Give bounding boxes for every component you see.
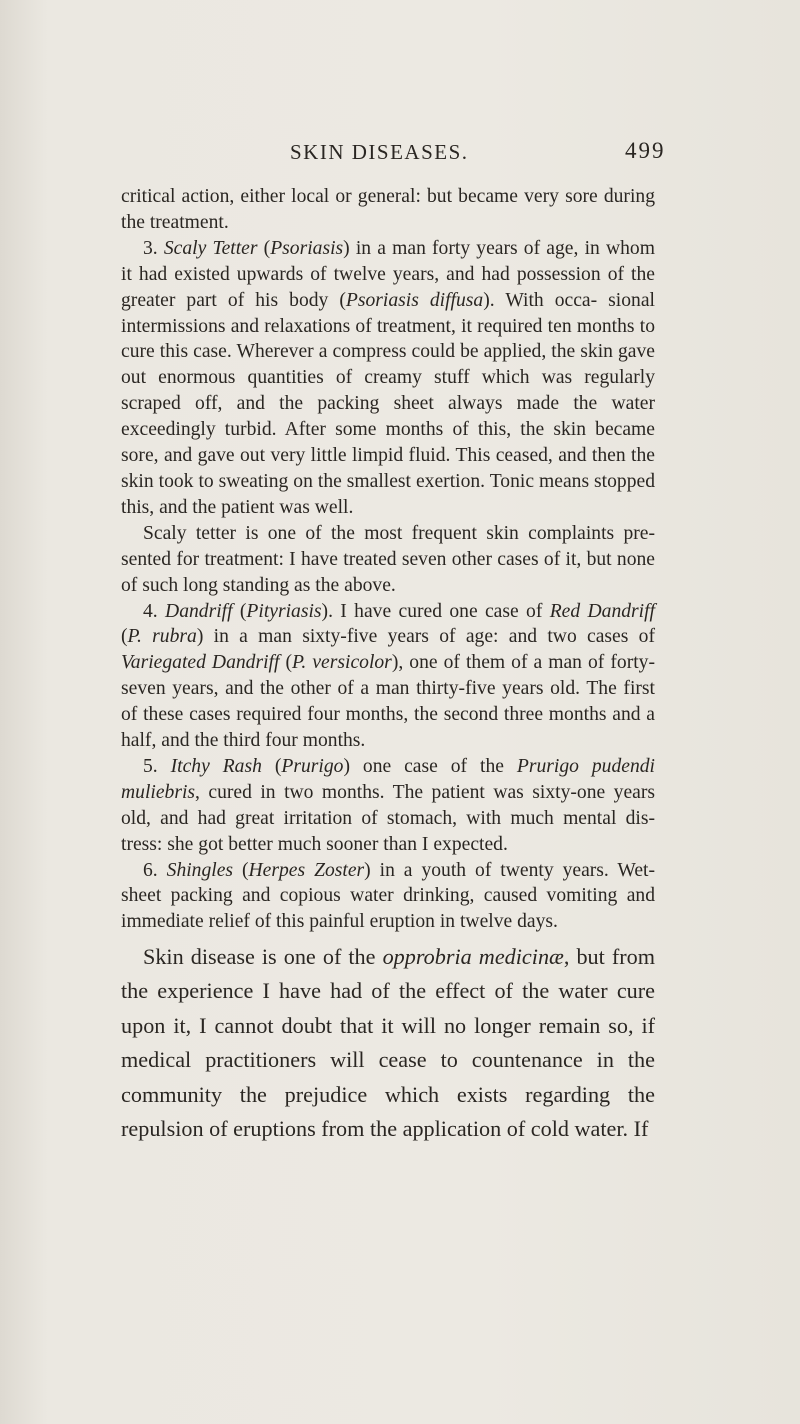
italic-term: Pityriasis <box>246 600 322 622</box>
text-run: ( <box>232 600 247 622</box>
page-number: 499 <box>625 138 666 163</box>
paragraph-closing <box>121 940 655 1146</box>
text-run: critical action, either local or general: but became very sore during the treatment. <box>121 186 655 233</box>
paragraph-scaly-tetter-note <box>121 521 655 599</box>
italic-term: Variegated Dandriff <box>121 652 280 674</box>
italic-term: Psoriasis diffusa <box>345 289 484 311</box>
paragraph-case-5-itchy-rash <box>121 754 655 858</box>
running-title: SKIN DISEASES. <box>290 140 469 164</box>
text-run: 5. <box>143 755 171 777</box>
text-run: ) in a man forty years of age, in whom it had existed upwards of twelve years, and had possession of the greater part of his body ( <box>121 237 655 311</box>
text-run: ) one case of the <box>343 755 517 777</box>
case-list-text <box>121 184 655 935</box>
text-run: 6. <box>143 859 167 881</box>
text-run: ). I have cured one case of <box>321 600 550 622</box>
text-run: ( <box>257 237 271 259</box>
text-run: ( <box>279 652 292 674</box>
italic-term: P. rubra <box>127 626 197 648</box>
paragraph-case-3-scaly-tetter <box>121 236 655 521</box>
paragraph-case-4-dandriff <box>121 599 655 754</box>
italic-term: Prurigo <box>281 755 344 777</box>
italic-term: opprobria medicinæ <box>382 944 564 969</box>
italic-term: Scaly Tetter <box>163 237 258 259</box>
paragraph-continuation <box>121 184 655 236</box>
text-run: ), one of them of a man of forty-seven years, and the other of a man thirty-five years old. The first of these cases required four months, the second three months and a half, and the third four months. <box>121 652 655 752</box>
text-run: Skin disease is one of the <box>143 944 383 969</box>
text-run: ). With occa- sional intermissions and relaxations of treatment, it required ten months to cure this case. Wherever a compress could be applied, the skin gave out enormous quantities of creamy stuff which was regularly scraped off, and the packing sheet always made the water exceedingly turbid. After some months of this, the skin became sore, and gave out very little limpid fluid. This ceased, and then the skin took to sweating on the smallest exertion. Tonic means stopped this, and the patient was well. <box>121 289 655 518</box>
paragraph-case-6-shingles <box>121 858 655 936</box>
text-run: ( <box>233 859 249 881</box>
text-run: Scaly tetter is one of the most frequent skin complaints pre- sented for treatment: I have treated seven other cases of it, but none of such long standing as the above. <box>121 522 655 596</box>
text-run: 3. <box>143 237 164 259</box>
text-run: ) in a youth of twenty years. Wet- sheet packing and copious water drinking, caused vomiting and immediate relief of this painful eruption in twelve days. <box>121 859 655 933</box>
text-run: 4. <box>143 600 166 622</box>
text-run: ( <box>121 626 128 648</box>
text-run: ( <box>261 755 282 777</box>
text-run: , but from the experience I have had of the effect of the water cure upon it, I cannot doubt that it will no longer remain so, if medical practitioners will cease to countenance in the community the prejudice which exists regarding the repulsion of eruptions from the application of cold water. If <box>121 944 655 1142</box>
italic-term: Psoriasis <box>270 237 344 259</box>
italic-term: Red Dandriff <box>549 600 656 622</box>
closing-text <box>121 940 655 1146</box>
text-run: , cured in two months. The patient was sixty-one years old, and had great irritation of stomach, with much mental dis- tress: she got better much sooner than I expected. <box>121 781 655 855</box>
italic-term: Prurigo pudendi muliebris <box>121 755 655 803</box>
italic-term: Herpes Zoster <box>248 859 365 881</box>
italic-term: P. versicolor <box>291 652 392 674</box>
italic-term: Dandriff <box>165 600 233 622</box>
italic-term: Itchy Rash <box>170 755 262 777</box>
running-head <box>0 136 800 172</box>
text-run: ) in a man sixty-five years of age: and two cases of <box>196 626 655 648</box>
italic-term: Shingles <box>166 859 234 881</box>
